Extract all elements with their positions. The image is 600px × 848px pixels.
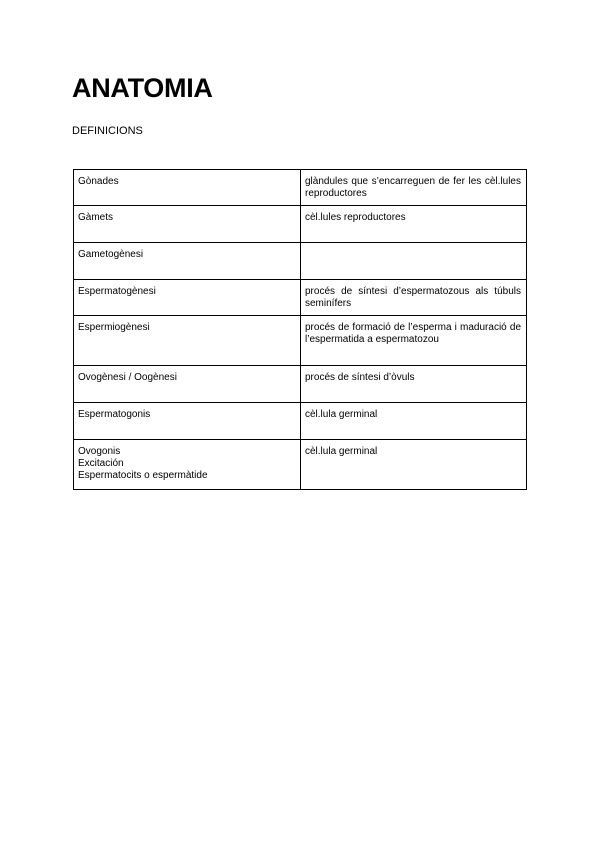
table-row xyxy=(74,280,527,316)
definition-cell: procés de formació de l’esperma i maduració de l’espermatida a espermatozou xyxy=(301,316,527,366)
definition-cell: procés de síntesi d’espermatozous als túbuls seminífers xyxy=(301,280,527,316)
definition-cell: cèl.lula germinal xyxy=(301,440,527,490)
term-cell xyxy=(74,316,301,366)
definition-cell: glàndules que s’encarreguen de fer les cèl.lules reproductores xyxy=(301,170,527,206)
table-row xyxy=(74,243,527,280)
table-row xyxy=(74,316,527,366)
term-cell xyxy=(74,280,301,316)
term-text: Espermatogènesi xyxy=(78,286,156,297)
term-text: Ovogonis xyxy=(78,446,121,457)
term-cell xyxy=(74,403,301,440)
table-row xyxy=(74,366,527,403)
definition-cell: cèl.lules reproductores xyxy=(301,206,527,243)
table-row xyxy=(74,403,527,440)
term-cell xyxy=(74,243,301,280)
term-text: Espermatocits o espermàtide xyxy=(78,470,208,481)
term-text: Espermiogènesi xyxy=(78,322,150,333)
definition-cell: procés de síntesi d’òvuls xyxy=(301,366,527,403)
definition-cell xyxy=(301,243,527,280)
term-cell xyxy=(74,440,301,490)
definitions-table xyxy=(73,169,527,490)
section-heading: DEFINICIONS xyxy=(72,125,143,137)
term-text: Gametogènesi xyxy=(78,249,144,260)
term-text: Ovogènesi / Oogènesi xyxy=(78,372,177,383)
page-title: ANATOMIA xyxy=(72,73,213,103)
term-text: Gàmets xyxy=(78,212,114,223)
term-text: Excitación xyxy=(78,458,124,469)
table-row xyxy=(74,170,527,206)
term-cell xyxy=(74,170,301,206)
term-cell xyxy=(74,366,301,403)
term-cell xyxy=(74,206,301,243)
table-row xyxy=(74,206,527,243)
table-row xyxy=(74,440,527,490)
term-text: Espermatogonis xyxy=(78,409,151,420)
term-text: Gònades xyxy=(78,176,119,187)
definition-cell: cèl.lula germinal xyxy=(301,403,527,440)
